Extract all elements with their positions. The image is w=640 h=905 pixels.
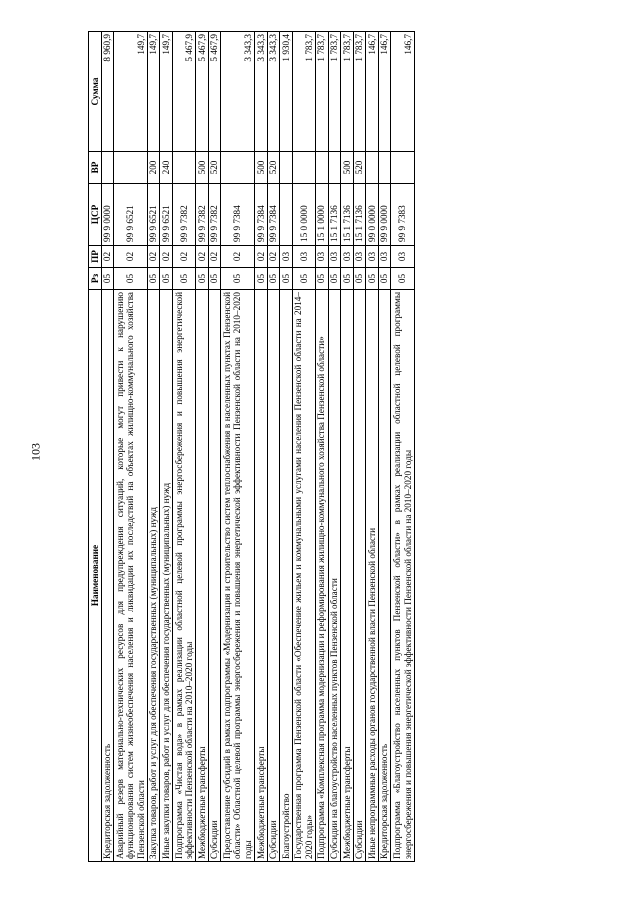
cell-csr: 99 9 7383: [391, 184, 414, 246]
cell-csr: 15 1 7136: [353, 184, 366, 246]
cell-rz: 05: [101, 268, 114, 290]
cell-csr: 99 0 0000: [366, 184, 379, 246]
cell-csr: 99 9 7384: [221, 184, 255, 246]
table-row: [147, 32, 160, 862]
cell-csr: 15 0 0000: [292, 184, 315, 246]
table-row: [255, 32, 268, 862]
cell-vr: 500: [341, 152, 354, 184]
cell-sum: 8 960,9: [101, 32, 114, 152]
header-csr: ЦСР: [89, 184, 102, 246]
table-row: [101, 32, 114, 862]
header-pr: ПР: [89, 246, 102, 268]
cell-name: Государственная программа Пензенской области «Обеспечение жильем и коммунальными услугами населения Пензенской области на 2014–2020 годы»: [292, 290, 315, 862]
cell-pr: 03: [353, 246, 366, 268]
cell-csr: 15 1 7136: [328, 184, 341, 246]
cell-pr: 03: [328, 246, 341, 268]
cell-pr: 03: [391, 246, 414, 268]
cell-csr: 99 9 7384: [267, 184, 280, 246]
cell-pr: 03: [378, 246, 391, 268]
header-rz: Рз: [89, 268, 102, 290]
cell-sum: 149,7: [160, 32, 173, 152]
cell-rz: 05: [315, 268, 328, 290]
cell-name: Субсидии: [353, 290, 366, 862]
cell-vr: 200: [147, 152, 160, 184]
cell-vr: 520: [353, 152, 366, 184]
cell-pr: 02: [255, 246, 268, 268]
budget-table: [88, 31, 415, 862]
cell-pr: 03: [341, 246, 354, 268]
cell-sum: 146,7: [391, 32, 414, 152]
cell-pr: 03: [366, 246, 379, 268]
cell-pr: 03: [280, 246, 293, 268]
cell-sum: 146,7: [366, 32, 379, 152]
cell-sum: 5 467,9: [196, 32, 209, 152]
table-row: [173, 32, 196, 862]
table-row: [280, 32, 293, 862]
cell-rz: 05: [366, 268, 379, 290]
cell-name: Субсидии на благоустройство населенных пунктов Пензенской области: [328, 290, 341, 862]
cell-pr: 02: [160, 246, 173, 268]
cell-name: Закупка товаров, работ и услуг для обеспечения государственных (муниципальных) нужд: [147, 290, 160, 862]
cell-rz: 05: [221, 268, 255, 290]
cell-rz: 05: [292, 268, 315, 290]
cell-vr: [292, 152, 315, 184]
cell-name: Аварийный резерв материально-технических ресурсов для предупреждения ситуаций, которые могут привести к нарушению функционирования систем жизнеобеспечения населения и ликвидации их последствий на объектах жилищно-коммунального хозяйства Пензенской области: [114, 290, 148, 862]
cell-rz: 05: [391, 268, 414, 290]
cell-pr: 02: [267, 246, 280, 268]
table-body: [101, 32, 414, 862]
cell-rz: 05: [173, 268, 196, 290]
cell-vr: [114, 152, 148, 184]
cell-rz: 05: [114, 268, 148, 290]
header-row: [89, 32, 102, 862]
cell-csr: 15 1 7136: [341, 184, 354, 246]
cell-sum: 5 467,9: [173, 32, 196, 152]
table-row: [208, 32, 221, 862]
cell-vr: 240: [160, 152, 173, 184]
cell-sum: 5 467,9: [208, 32, 221, 152]
cell-pr: 02: [196, 246, 209, 268]
cell-csr: [280, 184, 293, 246]
cell-sum: 149,7: [114, 32, 148, 152]
table-row: [160, 32, 173, 862]
table-row: [328, 32, 341, 862]
cell-vr: 500: [196, 152, 209, 184]
cell-name: Благоустройство: [280, 290, 293, 862]
cell-csr: 99 9 6521: [147, 184, 160, 246]
cell-rz: 05: [147, 268, 160, 290]
cell-sum: 1 783,7: [292, 32, 315, 152]
header-sum: Сумма: [89, 32, 102, 152]
cell-vr: [280, 152, 293, 184]
cell-name: Иные непрограммные расходы органов государственной власти Пензенской области: [366, 290, 379, 862]
cell-csr: 99 9 7382: [173, 184, 196, 246]
header-name: Наименование: [89, 290, 102, 862]
table-row: [378, 32, 391, 862]
cell-name: Кредиторская задолженность: [101, 290, 114, 862]
cell-name: Межбюджетные трансферты: [255, 290, 268, 862]
cell-pr: 02: [173, 246, 196, 268]
cell-csr: 99 9 0000: [101, 184, 114, 246]
cell-sum: 3 343,3: [255, 32, 268, 152]
cell-csr: 99 9 0000: [378, 184, 391, 246]
table-row: [353, 32, 366, 862]
cell-name: Иные закупки товаров, работ и услуг для обеспечения государственных (муниципальных) нужд: [160, 290, 173, 862]
cell-vr: 500: [255, 152, 268, 184]
cell-vr: [101, 152, 114, 184]
table-row: [341, 32, 354, 862]
cell-name: Подпрограмма «Благоустройство населенных пунктов Пензенской области» в рамках реализации областной целевой программы энергосбережения и повышения энергетической эффективности Пензенской области на 2010–2020 годы: [391, 290, 414, 862]
cell-sum: 1 783,7: [315, 32, 328, 152]
cell-rz: 05: [196, 268, 209, 290]
table-row: [114, 32, 148, 862]
cell-pr: 02: [208, 246, 221, 268]
cell-sum: 3 343,3: [221, 32, 255, 152]
cell-csr: 99 9 7382: [196, 184, 209, 246]
cell-rz: 05: [280, 268, 293, 290]
cell-name: Субсидии: [208, 290, 221, 862]
cell-vr: [315, 152, 328, 184]
cell-csr: 15 1 0000: [315, 184, 328, 246]
cell-rz: 05: [328, 268, 341, 290]
table-row: [315, 32, 328, 862]
cell-sum: 146,7: [378, 32, 391, 152]
cell-sum: 3 343,3: [267, 32, 280, 152]
cell-csr: 99 9 6521: [114, 184, 148, 246]
cell-rz: 05: [208, 268, 221, 290]
header-vr: ВР: [89, 152, 102, 184]
page-number: 103: [28, 443, 43, 461]
cell-name: Подпрограмма «Комплексная программа модернизации и реформирования жилищно-коммунального хозяйства Пензенской области»: [315, 290, 328, 862]
cell-vr: [221, 152, 255, 184]
table-row: [221, 32, 255, 862]
cell-name: Кредиторская задолженность: [378, 290, 391, 862]
cell-pr: 03: [315, 246, 328, 268]
table-row: [391, 32, 414, 862]
cell-sum: 1 783,7: [353, 32, 366, 152]
cell-vr: [366, 152, 379, 184]
cell-sum: 1 783,7: [341, 32, 354, 152]
table-row: [267, 32, 280, 862]
cell-name: Межбюджетные трансферты: [341, 290, 354, 862]
cell-vr: [378, 152, 391, 184]
cell-rz: 05: [378, 268, 391, 290]
cell-vr: 520: [267, 152, 280, 184]
cell-rz: 05: [160, 268, 173, 290]
cell-rz: 05: [255, 268, 268, 290]
cell-name: Субсидии: [267, 290, 280, 862]
cell-rz: 05: [267, 268, 280, 290]
table-row: [292, 32, 315, 862]
rotated-page: [88, 32, 608, 862]
table-row: [366, 32, 379, 862]
cell-sum: 1 930,4: [280, 32, 293, 152]
cell-name: Межбюджетные трансферты: [196, 290, 209, 862]
cell-csr: 99 9 7382: [208, 184, 221, 246]
cell-pr: 03: [292, 246, 315, 268]
cell-sum: 149,7: [147, 32, 160, 152]
table-row: [196, 32, 209, 862]
cell-sum: 1 783,7: [328, 32, 341, 152]
cell-vr: [391, 152, 414, 184]
cell-name: Подпрограмма «Чистая вода» в рамках реализации областной целевой программы энергосбережения и повышения энергетической эффективности Пензенской области на 2010–2020 годы: [173, 290, 196, 862]
cell-pr: 02: [147, 246, 160, 268]
cell-csr: 99 9 7384: [255, 184, 268, 246]
cell-pr: 02: [114, 246, 148, 268]
cell-vr: [328, 152, 341, 184]
table-header: [89, 32, 102, 862]
cell-pr: 02: [221, 246, 255, 268]
cell-rz: 05: [341, 268, 354, 290]
cell-rz: 05: [353, 268, 366, 290]
cell-pr: 02: [101, 246, 114, 268]
cell-vr: [173, 152, 196, 184]
cell-vr: 520: [208, 152, 221, 184]
cell-csr: 99 9 6521: [160, 184, 173, 246]
cell-name: Предоставление субсидий в рамках подпрограммы «Модернизация и строительство систем теплоснабжения в населенных пунктах Пензенской области» Областной целевой программы энергосбережения и повышения энергетической эффективности Пензенской области на 2010–2020 годы: [221, 290, 255, 862]
